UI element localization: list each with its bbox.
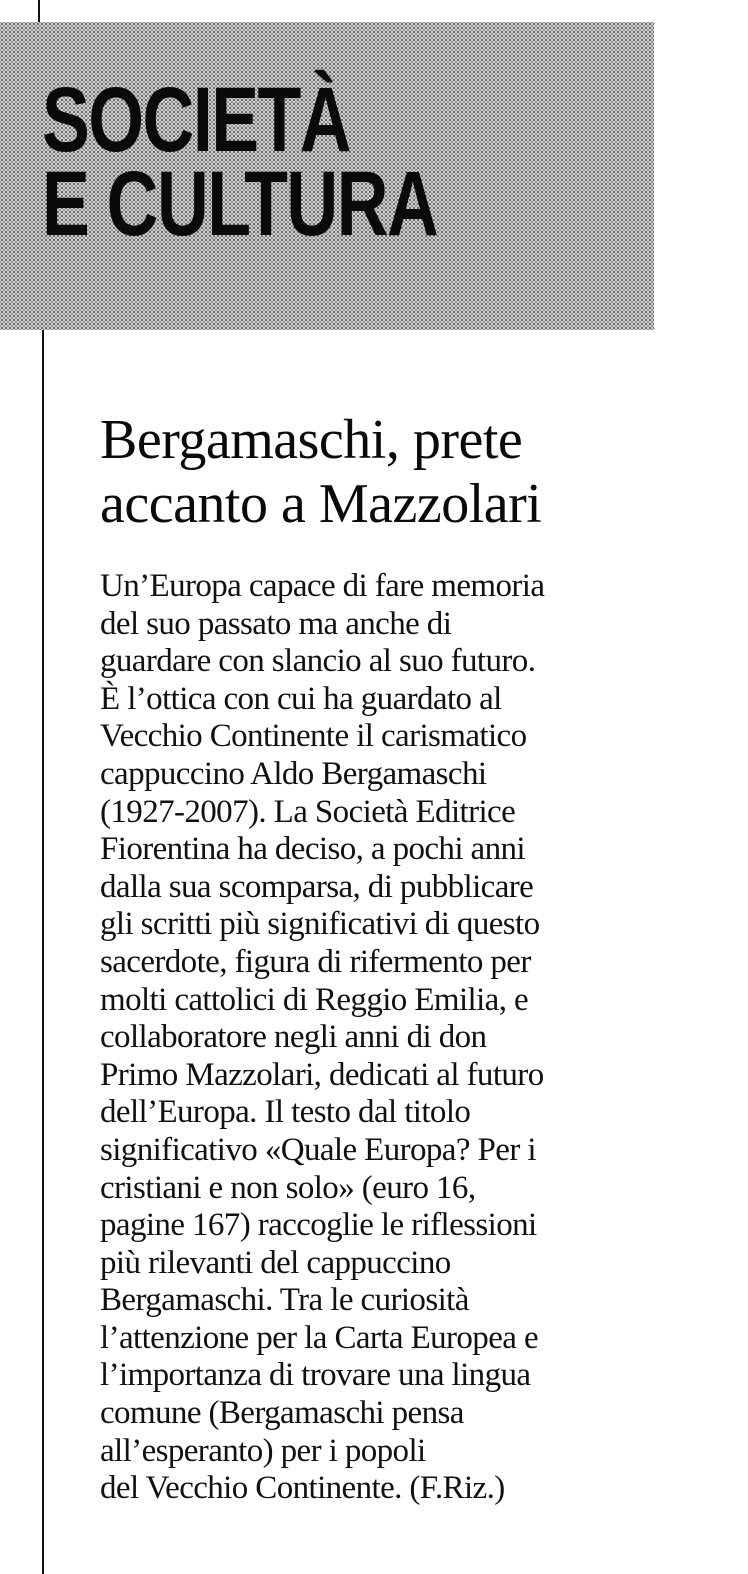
body-line: significativo «Quale Europa? Per i — [100, 1131, 536, 1168]
section-banner — [0, 22, 654, 330]
column-rule-top — [38, 0, 40, 24]
body-line: cappuccino Aldo Bergamaschi — [100, 755, 487, 792]
section-title-line-1: SOCIETÀ — [42, 69, 351, 171]
body-line: Vecchio Continente il carismatico — [100, 718, 527, 755]
body-line: (1927-2007). La Società Editrice — [100, 793, 516, 830]
body-line: l’attenzione per la Carta Europea e — [100, 1319, 539, 1356]
body-line: all’esperanto) per i popoli — [100, 1432, 426, 1469]
body-line: dell’Europa. Il testo dal titolo — [100, 1094, 471, 1131]
body-line: comune (Bergamaschi pensa — [100, 1395, 464, 1432]
body-line: Primo Mazzolari, dedicati al futuro — [100, 1056, 544, 1093]
body-line: del suo passato ma anche di — [100, 605, 452, 642]
body-line: Un’Europa capace di fare memoria — [100, 568, 545, 604]
body-line: cristiani e non solo» (euro 16, — [100, 1169, 476, 1206]
body-line: dalla sua scomparsa, di pubblicare — [100, 868, 534, 905]
body-line: gli scritti più significativi di questo — [100, 906, 540, 943]
article-headline — [100, 408, 541, 536]
body-line: Bergamaschi. Tra le curiosità — [100, 1282, 469, 1319]
body-line: molti cattolici di Reggio Emilia, e — [100, 981, 529, 1018]
body-line: collaboratore negli anni di don — [100, 1019, 487, 1056]
section-title — [42, 69, 438, 255]
headline-line-1: Bergamaschi, prete — [100, 409, 523, 471]
body-line: È l’ottica con cui ha guardato al — [100, 680, 502, 717]
body-line: pagine 167) raccoglie le riflessioni — [100, 1207, 537, 1244]
body-line: più rilevanti del cappuccino — [100, 1244, 451, 1281]
article-body — [100, 568, 660, 1508]
body-line: sacerdote, figura di rifermento per — [100, 943, 531, 980]
body-line: Fiorentina ha deciso, a pochi anni — [100, 831, 525, 868]
section-title-line-2: E CULTURA — [42, 153, 438, 255]
headline-line-2: accanto a Mazzolari — [100, 473, 542, 535]
body-line: l’importanza di trovare una lingua — [100, 1357, 531, 1394]
column-rule — [42, 330, 44, 1574]
body-line: del Vecchio Continente. (F.Riz.) — [100, 1470, 505, 1507]
body-line: guardare con slancio al suo futuro. — [100, 643, 536, 680]
